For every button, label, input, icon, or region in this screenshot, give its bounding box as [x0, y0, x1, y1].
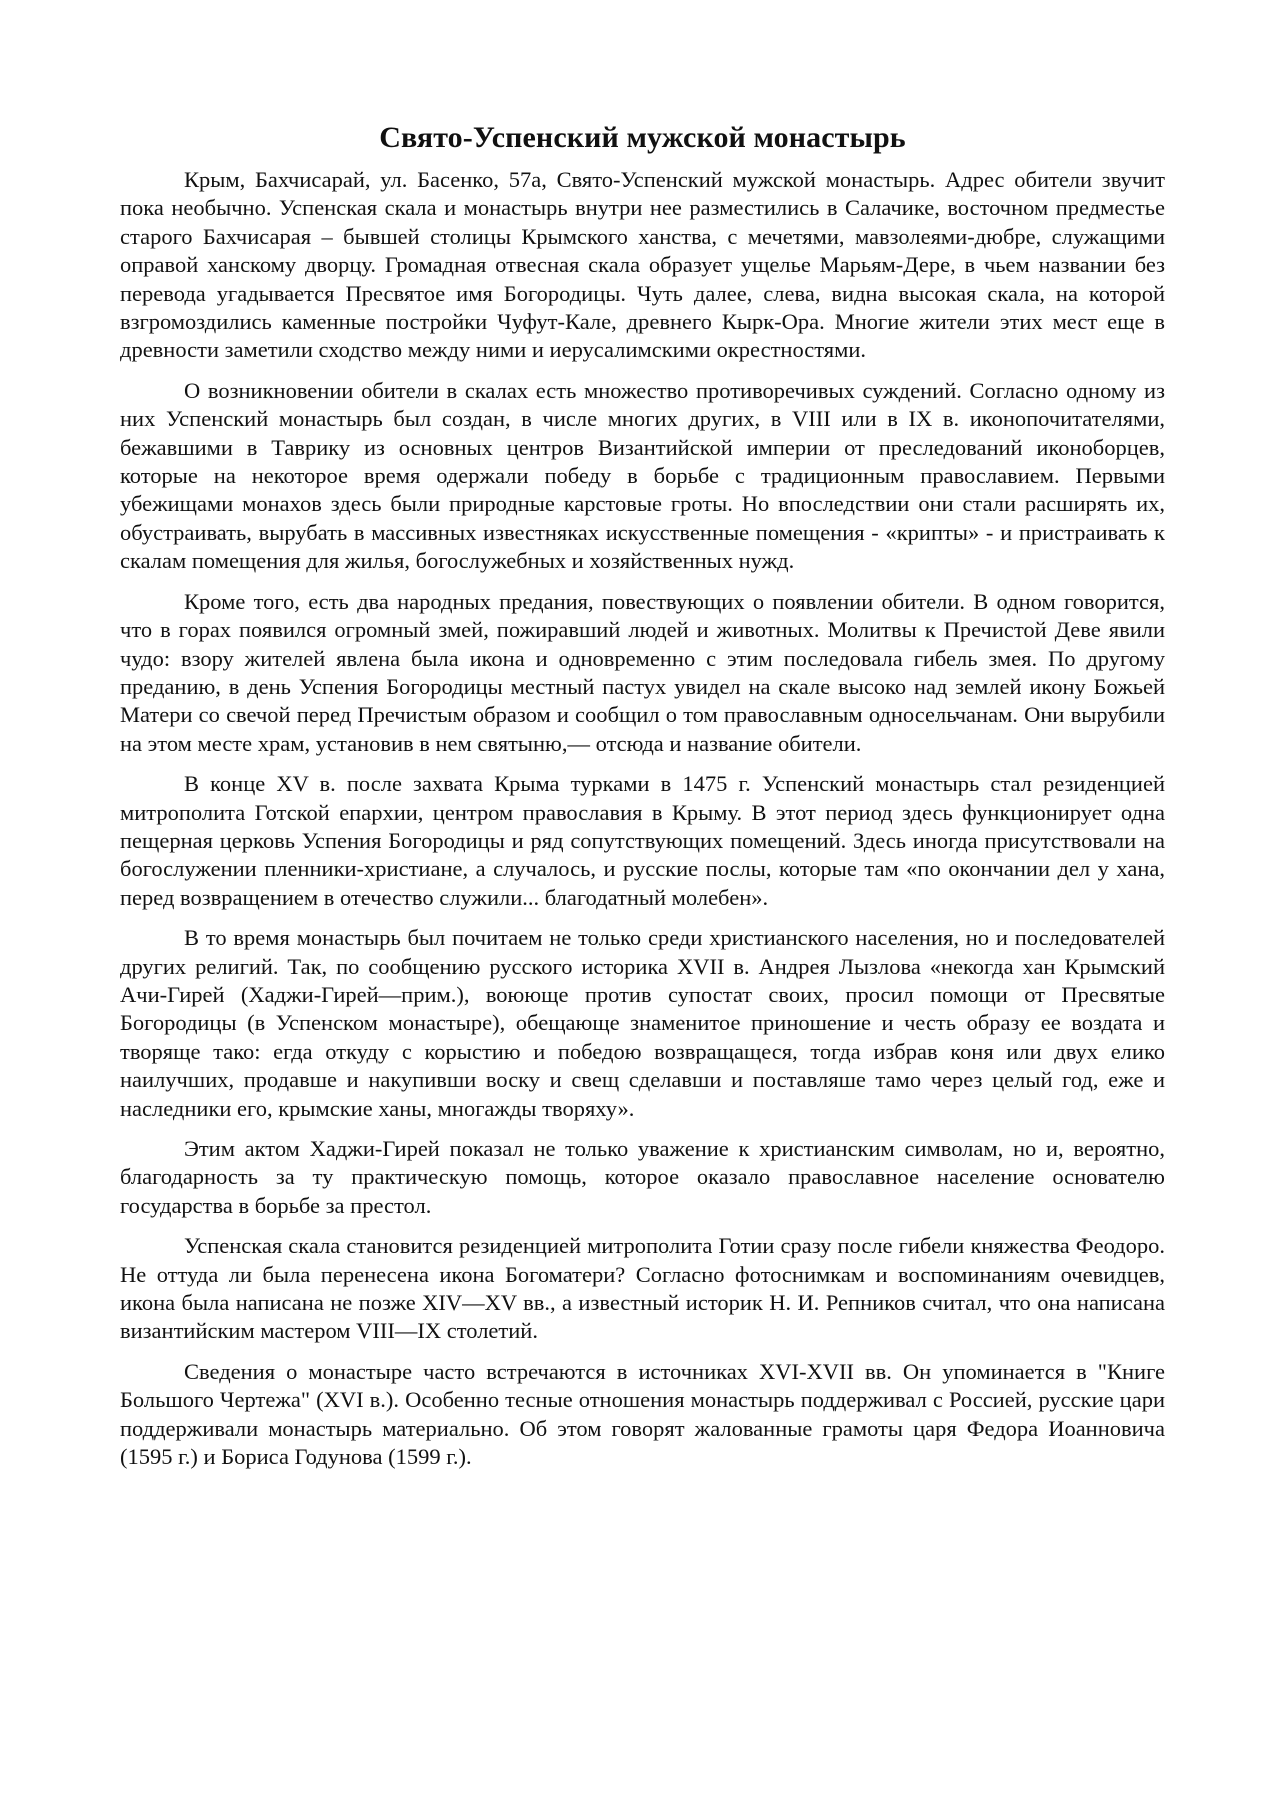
paragraph-1: Крым, Бахчисарай, ул. Басенко, 57а, Свято-Успенский мужской монастырь. Адрес обители звучит пока необычно. Успенская скала и монастырь внутри нее разместились в Салачике, восточном предместье старого Бахчисарая – бывшей столицы Крымского ханства, с мечетями, мавзолеями-дюбре, служащими оправой ханскому дворцу. Громадная отвесная скала образует ущелье Марьям-Дере, в чьем названии без перевода угадывается Пресвятое имя Богородицы. Чуть далее, слева, видна высокая скала, на которой взгромоздились каменные постройки Чуфут-Кале, древнего Кырк-Ора. Многие жители этих мест еще в древности заметили сходство между ними и иерусалимскими окрестностями. — [120, 167, 1165, 363]
paragraph-3: Кроме того, есть два народных предания, повествующих о появлении обители. В одном говорится, что в горах появился огромный змей, пожиравший людей и животных. Молитвы к Пречистой Деве явили чудо: взору жителей явлена была икона и одновременно с этим последовала гибель змея. По другому преданию, в день Успения Богородицы местный пастух увидел на скале высоко над землей икону Божьей Матери со свечой перед Пречистым образом и сообщил о том православным односельчанам. Они вырубили на этом месте храм, установив в нем святыню,— отсюда и название обители. — [120, 588, 1165, 756]
paragraph-5: В то время монастырь был почитаем не только среди христианского населения, но и последователей других религий. Так, по сообщению русского историка XVII в. Андрея Лызлова «некогда хан Крымский Ачи-Гирей (Хаджи-Гирей—прим.), воююще против супостат своих, просил помощи от Пресвятые Богородицы (в Успенском монастыре), обещающе знаменитое приношение и честь образу ее воздата и творяще тако: егда откуду с корыстию и победою возвращащеся, тогда избрав коня или двух елико наилучших, продавше и накупивши воску и свещ сделавши и поставляше тамо через целый год, еже и наследники его, крымские ханы, многажды творяху». — [120, 925, 1165, 1121]
paragraph-7: Успенская скала становится резиденцией митрополита Готии сразу после гибели княжества Феодоро. Не оттуда ли была перенесена икона Богоматери? Согласно фотоснимкам и воспоминаниям очевидцев, икона была написана не позже XIV—XV вв., а известный историк Н. И. Репников считал, что она написана византийским мастером VIII—IX столетий. — [120, 1233, 1165, 1344]
document-title: Свято-Успенский мужской монастырь — [379, 121, 906, 154]
paragraph-4: В конце XV в. после захвата Крыма турками в 1475 г. Успенский монастырь стал резиденцией митрополита Готской епархии, центром православия в Крыму. В этот период здесь функционирует одна пещерная церковь Успения Богородицы и ряд сопутствующих помещений. Здесь иногда присутствовали на богослужении пленники-христиане, а случалось, и русские послы, которые там «по окончании дел у хана, перед возвращением в отечество служили... благодатный молебен». — [120, 771, 1165, 910]
paragraph-6: Этим актом Хаджи-Гирей показал не только уважение к христианским символам, но и, вероятно, благодарность за ту практическую помощь, которое оказало православное население основателю государства в борьбе за престол. — [120, 1136, 1165, 1218]
paragraph-8: Сведения о монастыре часто встречаются в источниках XVI-XVII вв. Он упоминается в "Книге Большого Чертежа" (XVI в.). Особенно тесные отношения монастырь поддерживал с Россией, русские цари поддерживали монастырь материально. Об этом говорят жалованные грамоты царя Федора Иоанновича (1595 г.) и Бориса Годунова (1599 г.). — [120, 1358, 1165, 1470]
document-page — [120, 120, 1165, 1483]
paragraph-2: О возникновении обители в скалах есть множество противоречивых суждений. Согласно одному из них Успенский монастырь был создан, в числе многих других, в VIII или в IX в. иконопочитателями, бежавшими в Таврику из основных центров Византийской империи от преследований иконоборцев, которые на некоторое время одержали победу в борьбе с традиционным православием. Первыми убежищами монахов здесь были природные карстовые гроты. Но впоследствии они стали расширять их, обустраивать, вырубать в массивных известняках искусственные помещения - «крипты» - и пристраивать к скалам помещения для жилья, богослужебных и хозяйственных нужд. — [120, 377, 1165, 574]
